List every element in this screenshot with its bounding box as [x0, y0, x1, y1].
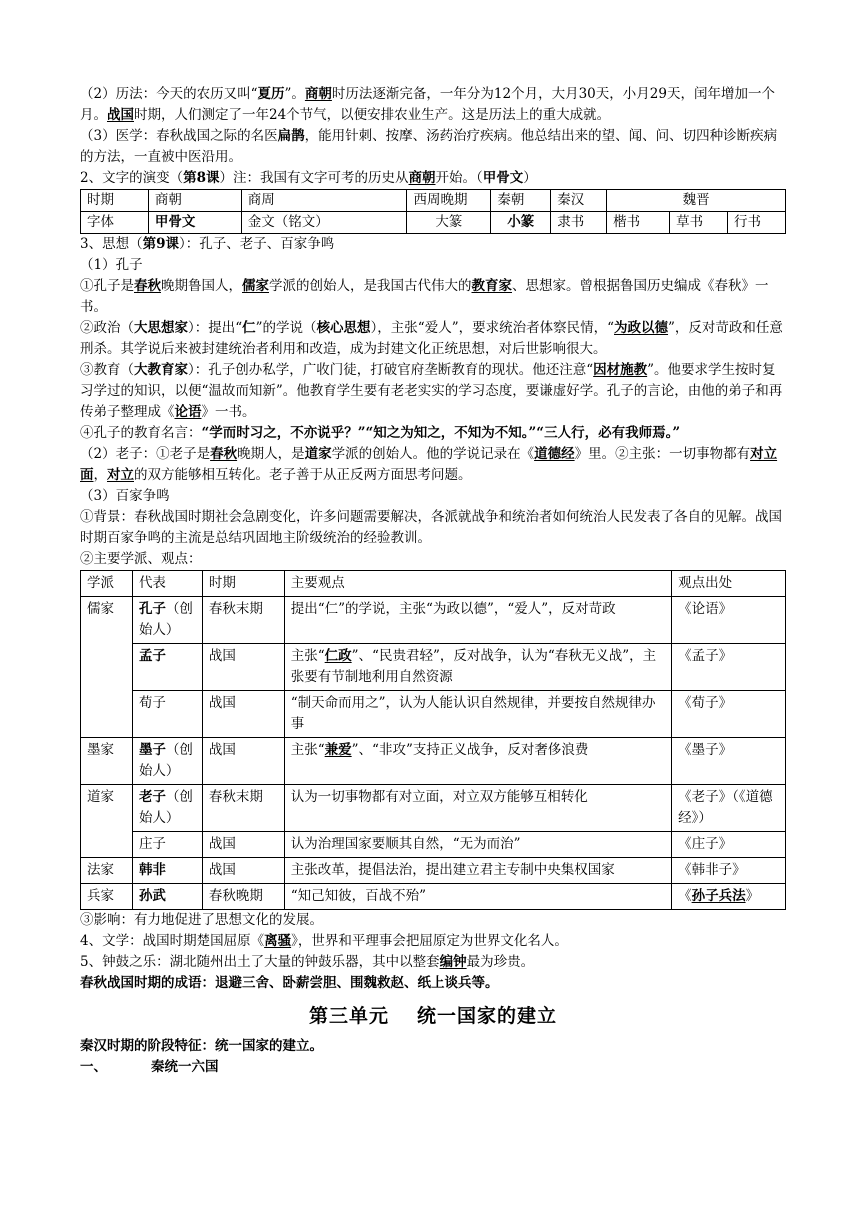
emphasis-text: 仁: [242, 320, 256, 336]
text: 学派的创始人，是我国古代伟大的: [269, 278, 472, 294]
text: ①孔子是: [80, 278, 134, 294]
source-cell: 《庄子》: [672, 832, 786, 858]
text: 》一书。: [201, 404, 256, 420]
table-row: [81, 832, 786, 858]
table-row: [81, 212, 786, 234]
unit-title: 统一国家的建立: [417, 1005, 558, 1027]
emphasis-text: 夏历: [257, 86, 285, 102]
emphasis-text: 扁鹊: [277, 128, 305, 144]
text: 开始。（: [435, 170, 483, 186]
text: 学派的创始人。他的学说记录在《: [331, 446, 535, 462]
key-term: 为政以德: [614, 320, 669, 336]
source-cell: 《墨子》: [672, 738, 786, 785]
text: （3）医学：春秋战国之际的名医: [80, 128, 278, 144]
text: 4、文学：战国时期楚国屈原《: [80, 933, 265, 949]
table-cell: 西周晚期: [407, 190, 491, 212]
text: ③教育（: [80, 362, 134, 378]
section-title: 秦统一六国: [151, 1059, 219, 1075]
key-term: 对立面: [80, 446, 778, 483]
emphasis-text: 核心思想: [316, 320, 371, 336]
unit-number: 第三单元: [308, 1005, 389, 1027]
table-cell: 商周: [241, 190, 407, 212]
key-term: 商朝: [304, 86, 332, 102]
table-cell: 甲骨文: [148, 212, 241, 234]
text: 《: [678, 888, 692, 904]
paragraph-background: ①背景：春秋战国时期社会急剧变化，许多问题需要解决，各派就战争和统治者如何统治人民发表了各自的见解。战国时期百家争鸣的主流是总结巩固地主阶级统治的经验教训。: [80, 509, 782, 546]
paragraph-main-schools: ②主要学派、观点：: [80, 551, 202, 567]
school-cell: 道家: [81, 785, 133, 858]
table-cell: 秦朝: [491, 190, 551, 212]
text: ”。他要求学生按时复习学过的知识，以便“温故而知新”。他教育学生要有老老实实的学习态度，要谦虚好学。孔子的言论，由他的弟子和再传弟子整理成《: [80, 362, 783, 420]
text: （创始人）: [138, 742, 193, 779]
period-cell: 战国: [202, 691, 284, 738]
period-cell: 战国: [202, 858, 284, 884]
emphasis-text: 道家: [304, 446, 332, 462]
text: ）：孔子、老子、百家争鸣: [179, 236, 335, 252]
section-number: 一、: [80, 1059, 107, 1075]
table-cell: 行书: [728, 212, 786, 234]
source-cell: [672, 884, 786, 910]
source-cell: 《荀子》: [672, 691, 786, 738]
source-cell: 《论语》: [672, 597, 786, 644]
key-term: 春秋: [210, 446, 238, 462]
key-term: 教育家: [471, 278, 512, 294]
key-term: 因材施教: [593, 362, 648, 378]
lesson-ref: 第8课: [183, 170, 220, 186]
text: 主张“: [290, 742, 325, 758]
table-cell: 草书: [670, 212, 728, 234]
text: ”的学说（: [255, 320, 317, 336]
school-cell: 儒家: [81, 597, 133, 738]
text: 的双方能够相互转化。老子善于从正反两方面思考问题。: [134, 467, 472, 483]
text: 3、思想（: [80, 236, 143, 252]
column-header: 主要观点: [284, 571, 671, 597]
rep-cell: 庄子: [132, 832, 202, 858]
table-row: [81, 691, 786, 738]
table-row: [81, 884, 786, 910]
paragraph-medicine: [80, 126, 786, 168]
paragraph-idioms: 春秋战国时期的成语：退避三舍、卧薪尝胆、围魏救赵、纸上谈兵等。: [80, 975, 499, 991]
paragraph-confucius-quotes: [80, 423, 786, 444]
text: （2）历法：今天的农历又叫“: [80, 86, 258, 102]
text: ②政治（: [80, 320, 134, 336]
text: ）：孔子创办私学，广收门徒，打破官府垄断教育的现状。他还注意“: [188, 362, 594, 378]
text: 、思想家。曾根据鲁国历史编成《春秋》一书。: [80, 278, 769, 315]
view-cell: 认为治理国家要顺其自然，“无为而治”: [284, 832, 671, 858]
period-cell: 春秋晚期: [202, 884, 284, 910]
period-cell: 战国: [202, 644, 284, 691]
table-cell: 金文（铭文）: [241, 212, 407, 234]
text: 主张“: [290, 648, 325, 664]
paragraph-confucius-politics: [80, 318, 786, 360]
table-cell: 时期: [81, 190, 149, 212]
text: ④孔子的教育名言：: [80, 425, 202, 441]
rep-cell: [132, 785, 202, 832]
document-page: [80, 84, 786, 1078]
section-heading: [80, 1057, 786, 1078]
key-term: 仁政: [324, 648, 352, 664]
key-term: 商朝: [408, 170, 436, 186]
table-row: [81, 190, 786, 212]
paragraph-literature: [80, 931, 786, 952]
table-cell: 隶书: [551, 212, 607, 234]
text: ）: [523, 170, 537, 186]
heading-writing-evolution: [80, 168, 786, 189]
heading-thought: [80, 234, 786, 255]
view-cell: [284, 644, 671, 691]
quote-text: “学而时习之，不亦说乎？”“知之为知之，不知为不知。”“三人行，必有我师焉。”: [201, 425, 681, 441]
view-cell: 认为一切事物都有对立面，对立双方能够互相转化: [284, 785, 671, 832]
key-term: 论语: [174, 404, 202, 420]
text: ）：提出“: [188, 320, 243, 336]
school-cell: 兵家: [81, 884, 133, 910]
period-cell: 战国: [202, 832, 284, 858]
text: 孔子: [138, 601, 166, 617]
text: 时历法逐渐完备，一年分为12个月，大月30天，小月29天，闰年增加一个月。: [80, 86, 775, 123]
view-cell: “知己知彼，百战不殆”: [284, 884, 671, 910]
text: 》里。②主张：一切事物都有: [574, 446, 751, 462]
text: ”、“民贵君轻”，反对战争，认为“春秋无义战”，主张要有节制地利用自然资源: [290, 648, 657, 685]
key-term: 对立: [107, 467, 134, 483]
rep-cell: 孙武: [132, 884, 202, 910]
text: ）注：我国有文字可考的历史从: [219, 170, 409, 186]
source-cell: 《韩非子》: [672, 858, 786, 884]
text: ，能用针刺、按摩、汤药治疗疾病。他总结出来的望、闻、问、切四种诊断疾病的方法，一直被中医沿用。: [80, 128, 778, 165]
text: 时期，人们测定了一年24个节气，以便安排农业生产。这是历法上的重大成就。: [134, 107, 611, 123]
key-term: 春秋: [134, 278, 161, 294]
text: 晚期鲁国人，: [161, 278, 242, 294]
paragraph-laozi: [80, 444, 786, 486]
text: ”。: [284, 86, 305, 102]
text: ”、“非攻”支持正义战争，反对奢侈浪费: [351, 742, 589, 758]
paragraph-calendar: [80, 84, 786, 126]
school-cell: 法家: [81, 858, 133, 884]
paragraph-influence: ③影响：有力地促进了思想文化的发展。: [80, 912, 323, 928]
rep-cell: 韩非: [132, 858, 202, 884]
table-header-row: [81, 571, 786, 597]
key-term: 战国: [107, 107, 134, 123]
rep-cell: [132, 738, 202, 785]
unit-heading: [80, 1002, 786, 1030]
key-term: 兼爱: [324, 742, 352, 758]
table-cell: 小篆: [491, 212, 551, 234]
text: 晚期人，是: [237, 446, 305, 462]
source-cell: 《孟子》: [672, 644, 786, 691]
table-row: [81, 858, 786, 884]
text: 最为珍贵。: [466, 954, 535, 970]
table-row: [81, 597, 786, 644]
text: ，: [93, 467, 107, 483]
key-term: 儒家: [242, 278, 269, 294]
subheading-hundred-schools: （3）百家争鸣: [80, 488, 170, 504]
rep-cell: [132, 597, 202, 644]
paragraph-confucius-education: [80, 360, 786, 423]
key-term: 离骚: [264, 933, 292, 949]
table-cell: 字体: [81, 212, 149, 234]
column-header: 学派: [81, 571, 133, 597]
source-cell: 《老子》（《道德经》）: [672, 785, 786, 832]
key-term: 编钟: [439, 954, 467, 970]
rep-cell: 荀子: [132, 691, 202, 738]
table-cell: 大篆: [407, 212, 491, 234]
view-cell: 提出“仁”的学说，主张“为政以德”，“爱人”，反对苛政: [284, 597, 671, 644]
script-evolution-table: [80, 189, 786, 234]
school-cell: 墨家: [81, 738, 133, 785]
emphasis-text: 大思想家: [134, 320, 188, 336]
text: （创始人）: [138, 601, 193, 638]
table-cell: 魏晋: [607, 190, 786, 212]
text: 2、文字的演变（: [80, 170, 184, 186]
lesson-ref: 第9课: [142, 236, 179, 252]
key-term: 道德经: [534, 446, 575, 462]
view-cell: [284, 738, 671, 785]
text: ”，反对苛政和任意刑杀。其学说后来被封建统治者利用和改造，成为封建文化正统思想，对后世影响很大。: [80, 320, 783, 357]
column-header: 代表: [132, 571, 202, 597]
paragraph-music: [80, 952, 786, 973]
table-row: [81, 785, 786, 832]
column-header: 时期: [202, 571, 284, 597]
table-cell: 楷书: [607, 212, 670, 234]
key-term: 孙子兵法: [691, 888, 746, 904]
column-header: 观点出处: [672, 571, 786, 597]
text: 老子: [138, 789, 166, 805]
emphasis-text: 甲骨文: [482, 170, 524, 186]
view-cell: 主张改革，提倡法治，提出建立君主专制中央集权国家: [284, 858, 671, 884]
text: 》，世界和平理事会把屈原定为世界文化名人。: [291, 933, 568, 949]
subheading-confucius: （1）孔子: [80, 257, 143, 273]
table-cell: 秦汉: [551, 190, 607, 212]
paragraph-confucius-intro: [80, 276, 786, 318]
text: 墨子: [138, 742, 166, 758]
period-cell: 春秋末期: [202, 597, 284, 644]
period-cell: 战国: [202, 738, 284, 785]
text: ），主张“爱人”，要求统治者体察民情，“: [370, 320, 615, 336]
text: （创始人）: [138, 789, 193, 826]
period-cell: 春秋末期: [202, 785, 284, 832]
rep-cell: 孟子: [132, 644, 202, 691]
table-cell: 商朝: [148, 190, 241, 212]
paragraph-stage-feature: 秦汉时期的阶段特征：统一国家的建立。: [80, 1038, 323, 1054]
emphasis-text: 大教育家: [134, 362, 188, 378]
table-row: [81, 738, 786, 785]
text: 5、钟鼓之乐：湖北随州出土了大量的钟鼓乐器，其中以整套: [80, 954, 440, 970]
schools-table: [80, 570, 786, 910]
view-cell: “制天命而用之”，认为人能认识自然规律，并要按自然规律办事: [284, 691, 671, 738]
text: （2）老子：①老子是: [80, 446, 211, 462]
table-row: [81, 644, 786, 691]
text: 》: [745, 888, 760, 904]
